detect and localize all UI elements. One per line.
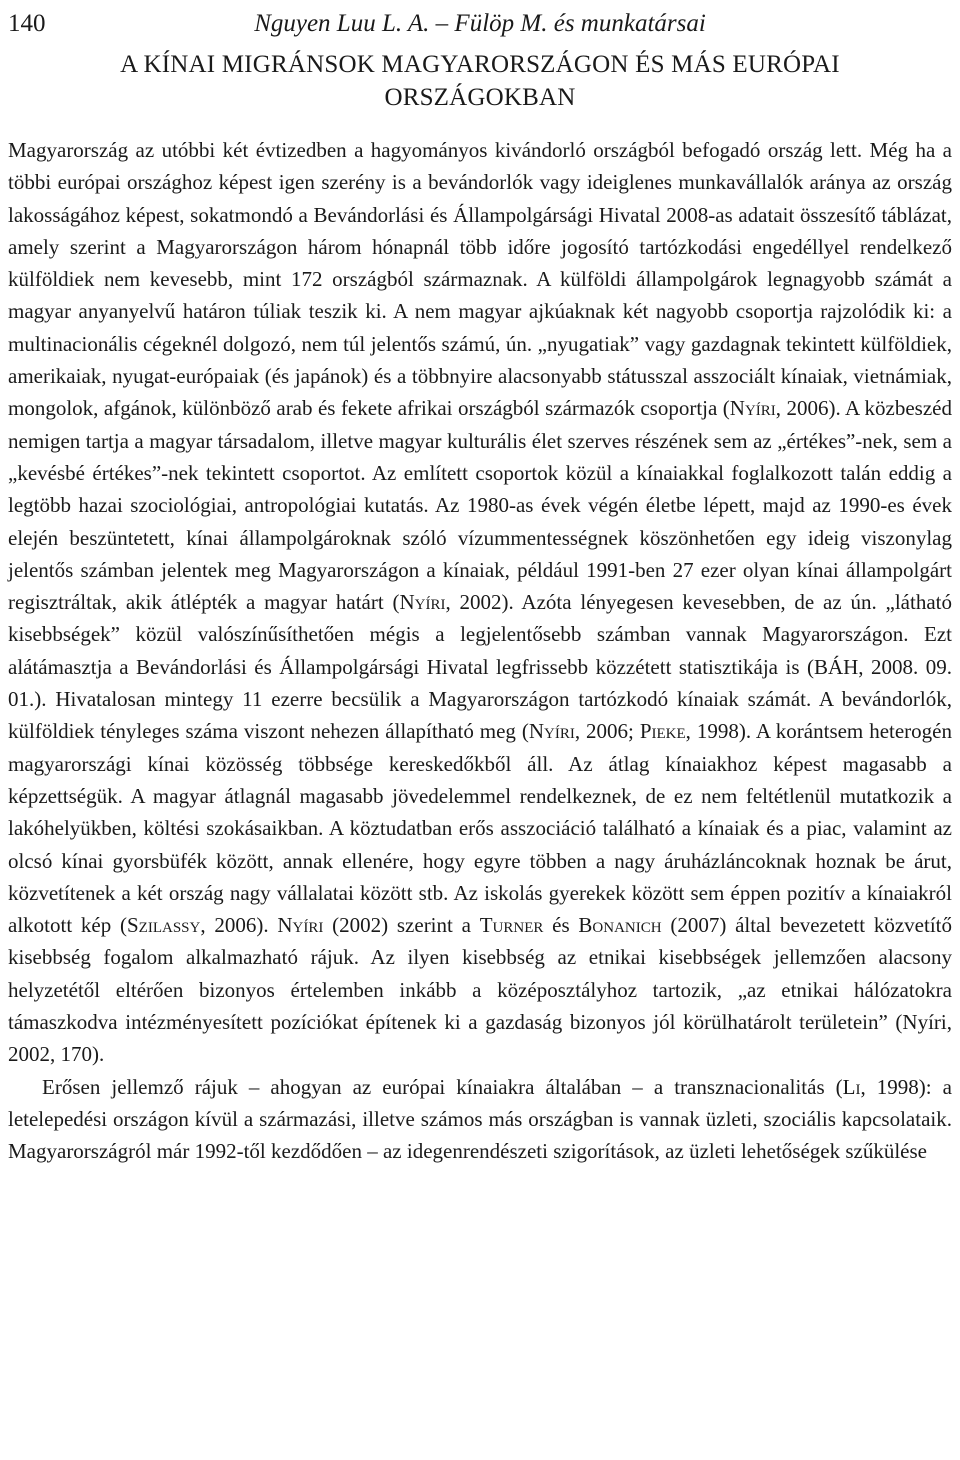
running-authors: Nguyen Luu L. A. – Fülöp M. és munkatársai: [254, 10, 706, 37]
text-run: Magyarország az utóbbi két évtizedben a hagyományos kivándorló országból befogadó ország lett. Még ha a többi európai országhoz képest igen szerény is a bevándorlók vagy ideiglenes munkavállalók aránya az ország lakosságához képest, sokatmondó a Bevándorlási és Állampolgársági Hivatal 2008-as adatait összesítő táblázat, amely szerint a Magyarországon három hónapnál több időre jogosító tartózkodási engedéllyel rendelkező külföldiek nem kevesebb, mint 172 országból származnak. A külföldi állampolgárok legnagyobb számát a magyar anyanyelvű határon túliak teszik ki. A nem magyar ajkúaknak két nagyobb csoportja rajzolódik ki: a multinacionális cégeknél dolgozó, nem túl jelentős számú, ún. „nyugatiak” vagy gazdagnak tekintett külföldiek, amerikaiak, nyugat-európaiak (és japánok) és a többnyire alacsonyabb státusszal asszociált kínaiak, vietnámiak, mongolok, afgánok, különböző arab és fekete afrikai országból származók csoportja (: [8, 138, 952, 421]
page-number: 140: [8, 10, 46, 37]
text-run: , 2006;: [574, 719, 640, 744]
author-citation: Li: [842, 1074, 861, 1099]
text-run: , 1998). A korántsem heterogén magyarországi kínai közösség többsége kereskedőkből áll. Az átlag kínaiakhoz képest magasabb a képzettségük. A magyar átlagnál magasabb jövedelemmel rendelkeznek, de ez nem feltétlenül mutatkozik a lakóhelyükben, költési szokásaikban. A köztudatban erős asszociáció található a kínaiak és a piac, valamint az olcsó kínai gyorsbüfék között, annak ellenére, hogy egyre többen a nagy áruházláncoknak hoznak be árut, közvetítenek a két ország nagy vállalatai között stb. Az iskolás gyerekek között sem éppen pozitív a kínaiakról alkotott kép (: [8, 719, 952, 938]
text-run: , 1998): a letelepedési országon kívül a származási, illetve számos más országban is vannak üzleti, szociális kapcsolataik. Magyarországról már 1992-től kezdődően – az idegenrendészeti szigorítások, az üzleti lehetőségek szűkülése: [8, 1074, 952, 1164]
text-run: , 2002). Azóta lényegesen kevesebben, de az ún. „látható kisebbségek” közül valószínűsíthetően mégis a legjelentősebb számban vannak Magyarországon. Ezt alátámasztja a Bevándorlási és Állampolgársági Hivatal legfrissebb közzétett statisztikája is (BÁH, 2008. 09. 01.). Hivatalosan mintegy 11 ezerre becsülik a Magyarországon tartózkodó kínaiak számát. A bevándorlók, külföldiek tényleges száma viszont nehezen állapítható meg (: [8, 590, 952, 744]
author-citation: Nyíri: [528, 719, 575, 744]
text-run: (2007) által bevezetett közvetítő kisebbség fogalom alkalmazható rájuk. Az ilyen kisebbség az etnikai kisebbségek jellemzően alacsony helyzetétől eltérően bizonyos értelemben inkább a középosztályhoz tartozik, „az etnikai hálózatokra támaszkodva intézményesített pozíciókat építenek ki a gazdaság bizonyos jól körülhatárolt területein” (Nyíri, 2002, 170).: [8, 913, 952, 1067]
author-citation: Bonanich: [578, 913, 662, 938]
chapter-title-line-2: ORSZÁGOKBAN: [384, 84, 576, 111]
paragraph-2: [8, 1071, 952, 1168]
author-citation: Nyíri: [399, 590, 446, 615]
text-run: (2002) szerint a: [323, 913, 480, 938]
running-header: [8, 4, 952, 44]
author-citation: Turner: [479, 913, 544, 938]
author-citation: Nyíri: [277, 913, 324, 938]
body-text: [8, 134, 952, 1168]
author-citation: Nyíri: [729, 396, 776, 421]
chapter-title-line-1: A KÍNAI MIGRÁNSOK MAGYARORSZÁGON ÉS MÁS EURÓPAI: [120, 51, 840, 78]
text-run: , 2006). A közbeszéd nemigen tartja a magyar társadalom, illetve magyar kulturális élet szerves részének sem az „értékes”-nek, sem a „kevésbé értékes”-nek tekintett csoportot. Az említett csoportok közül a kínaiakkal foglalkozott talán eddig a legtöbb hazai szociológiai, antropológiai kutatás. Az 1980-as évek végén életbe lépett, majd az 1990-es évek elején beszüntetett, kínai állampolgároknak szóló vízummentességnek köszönhetően egy ideig viszonylag jelentős számban jelentek meg Magyarországon a kínaiak, például 1991-ben 27 ezer olyan kínai állampolgárt regisztráltak, akik átlépték a magyar határt (: [8, 396, 952, 615]
text-run: Erősen jellemző rájuk – ahogyan az európai kínaiakra általában – a transznacionalitás (: [42, 1074, 843, 1099]
paragraph-1: [8, 134, 952, 1071]
author-citation: Szilassy: [127, 913, 201, 938]
text-run: és: [543, 913, 579, 938]
text-run: , 2006).: [200, 913, 278, 938]
chapter-title: [8, 48, 952, 114]
author-citation: Pieke: [639, 719, 686, 744]
